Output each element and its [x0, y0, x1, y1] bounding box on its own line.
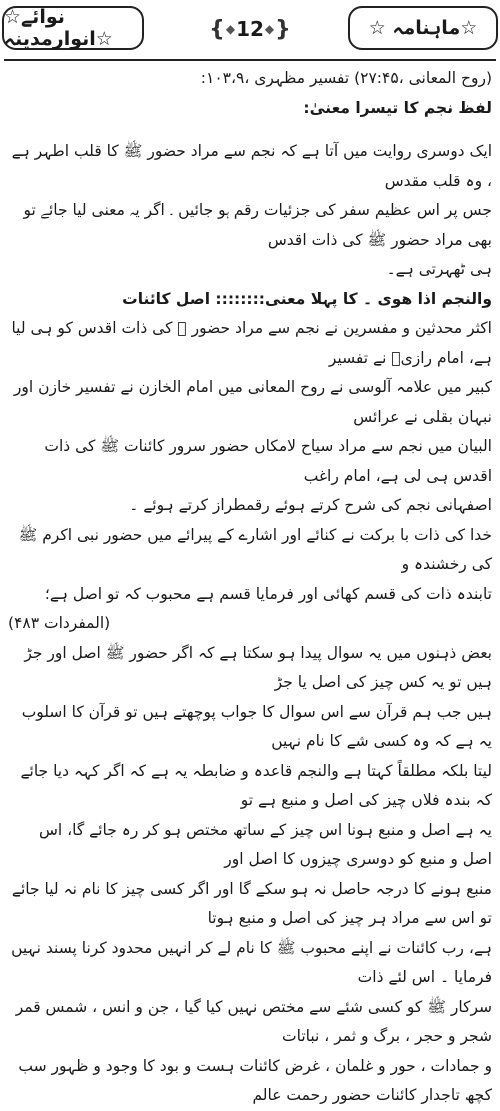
paragraph-line: یہ ہے اصل و منبع ہونا اس چیز کے ساتھ مختص ہو کر رہ جائے گا، اس اصل و منبع کو دوسری چیزوں کا اصل اور: [38, 820, 492, 868]
spacer: [8, 123, 492, 137]
paragraph-line: جس پر اس عظیم سفر کی جزئیات رقم ہو جائیں ۔ اگر یہ معنی لیا جائے تو بھی مراد حضور ﷺ کی ذات اقدس: [23, 201, 492, 249]
section-heading: لفظ نجم کا تیسرا معنیٰ:: [303, 98, 492, 117]
monthly-label-box: [348, 6, 498, 50]
ornament-dot-icon: ◆: [225, 22, 236, 36]
paragraph-line: لیتا بلکہ مطلقاً کہتا ہے والنجم قاعدہ و ضابطہ یہ ہے کہ اگر کہہ دیا جائے کہ بندہ فلاں چیز کی اصل و منبع ہے تو: [20, 761, 492, 809]
paragraph-line: تابندہ ذات کی قسم کھائی اور فرمایا قسم ہے محبوب کہ تو اصل ہے؛: [44, 584, 492, 603]
paragraph-line: منبع ہونے کا درجہ حاصل نہ ہو سکے گا اور اگر کسی چیز کا نام نہ لیا جائے تو اس سے مراد ہر چیز کی اصل و منبع ہوتا: [11, 879, 492, 927]
paragraph-line: ایک دوسری روایت میں آتا ہے کہ نجم سے مراد حضور ﷺ کا قلب اطہر ہے ، وہ قلب مقدس: [11, 142, 492, 190]
paragraph-line: اصفہانی نجم کی شرح کرتے ہوئے رقمطراز کرتے ہوئے ۔: [129, 496, 492, 514]
magazine-name-box: [2, 6, 144, 50]
page-number: 12: [236, 17, 264, 41]
paragraph-line: ہے، رب کائنات نے اپنے محبوب ﷺ کا نام لے کر انہیں محدود کرنا پسند نہیں فرمایا ۔ اس لئے ذات: [11, 938, 492, 986]
magazine-name: ☆نوائے انوارمدینہ☆: [4, 6, 113, 50]
ornament-left-bracket-icon: {: [209, 16, 225, 42]
paragraph-line: ہیں جب ہم قرآن سے اس سوال کا جواب پوچھتے ہیں تو قرآن کا اسلوب یہ ہے کہ وہ کسی شے کا نام نہیں: [21, 702, 492, 750]
ornament-dot-icon: ◆: [264, 22, 275, 36]
header-divider: [4, 59, 496, 61]
paragraph-line: سرکار ﷺ کو کسی شئے سے مختص نہیں کیا گیا ، جن و انس ، شمس قمر شجر و حجر ، برگ و ثمر ، نباتات: [15, 997, 492, 1045]
paragraph-line: و جمادات ، حور و غلمان ، غرض کائنات ہست و بود کا وجود و ظہور سب کچھ تاجدار کائنات حضور رحمت عالم: [18, 1056, 492, 1104]
ornament-right-bracket-icon: }: [275, 16, 291, 42]
section-heading: والنجم اذا ھوی ۔ کا پہلا معنی:::::::: اصل کائنات: [122, 289, 492, 308]
monthly-label: ☆ ماہنامہ☆: [368, 17, 478, 39]
paragraph-line: اکثر محدثین و مفسرین نے نجم سے مراد حضور ﷺ کی ذات اقدس کو ہی لیا ہے، امام رازیؒ نے تفسیر: [11, 319, 492, 367]
paragraph-line: کبیر میں علامہ آلوسی نے روح المعانی میں امام الخازن نے تفسیر خازن اور نبہان بقلی نے عرائس: [13, 378, 492, 426]
reference-citation: (المفردات ۴۸۳): [8, 614, 111, 632]
reference-citation: (روح المعانی ،۲۷:۴۵) تفسیر مظہری ،۱۰۳،۹:: [200, 69, 492, 87]
paragraph-line: البیان میں نجم سے مراد سیاح لامکاں حضور سرور کائنات ﷺ کی ذات اقدس ہی لی ہے، امام راغب: [44, 437, 492, 485]
paragraph-line: خدا کی ذات با برکت نے کنائے اور اشارے کے پیرائے میں حضور نبی اکرم ﷺ کی رخشندہ و: [18, 525, 492, 573]
article-body: [8, 64, 492, 1111]
page-number-ornament: [210, 14, 290, 44]
paragraph-line: ہی ٹھہرتی ہے۔: [386, 260, 492, 278]
page-header: [0, 4, 500, 56]
paragraph-line: بعض ذہنوں میں یہ سوال پیدا ہو سکتا ہے کہ اگر حضور ﷺ اصل اور جڑ ہیں تو یہ کس چیز کی اصل یا جڑ: [24, 643, 492, 691]
